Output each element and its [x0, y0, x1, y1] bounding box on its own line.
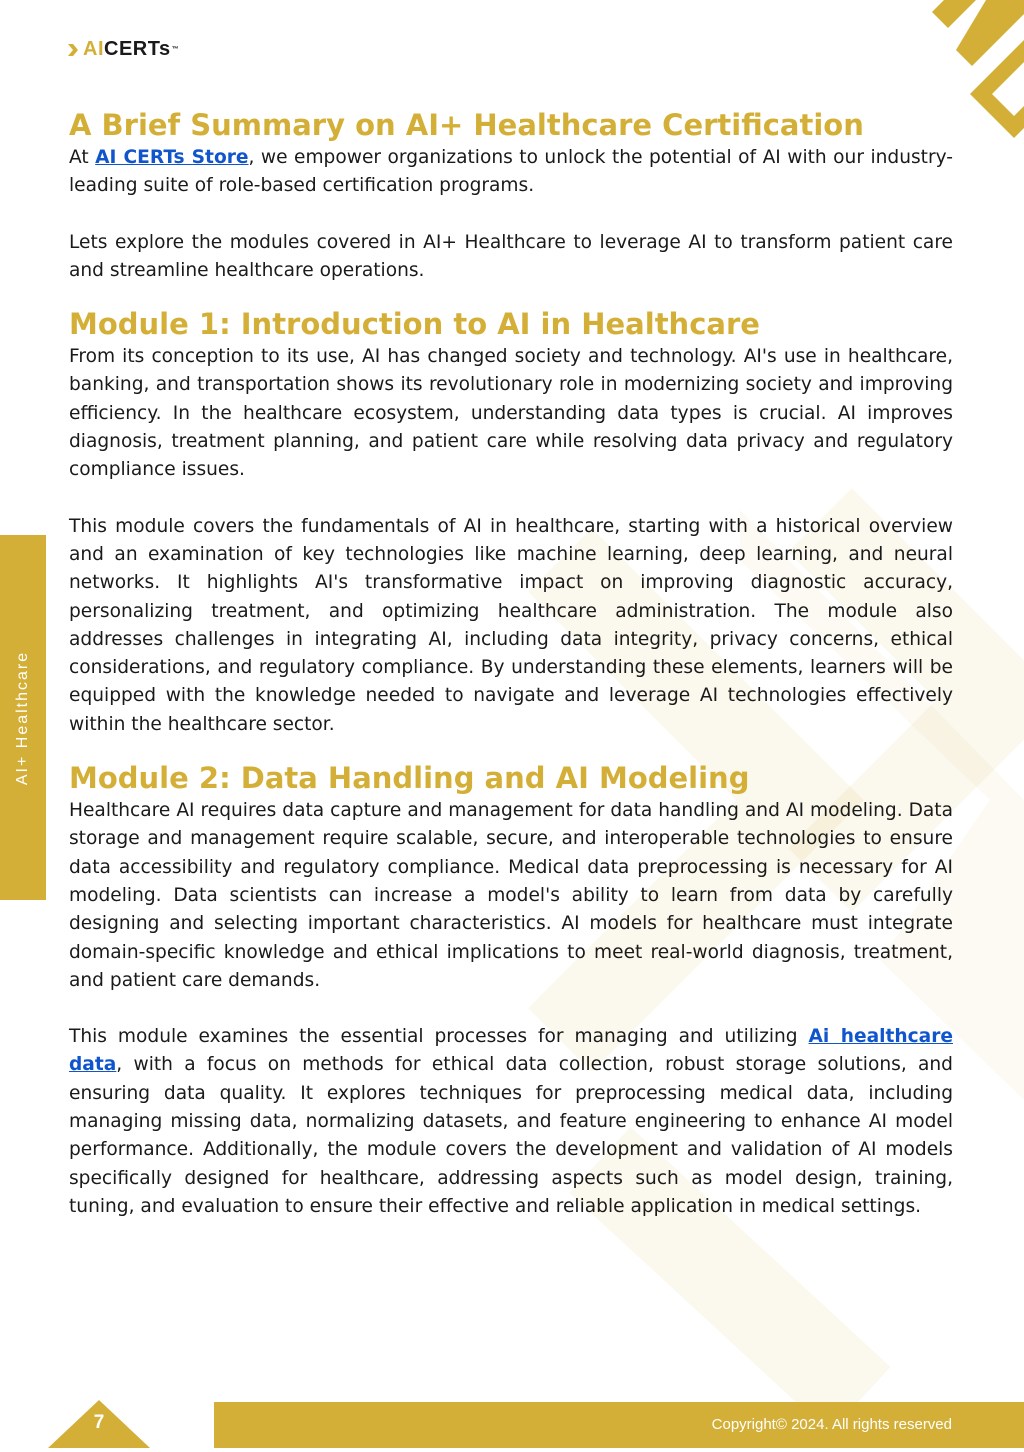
side-tab-label: AI+ Healthcare: [14, 650, 31, 785]
copyright-text: Copyright© 2024. All rights reserved: [711, 1416, 952, 1433]
summary-paragraph-1: [69, 144, 953, 201]
main-content: [69, 106, 953, 1221]
summary-p1-after: , we empower organizations to unlock the potential of AI with our industry-leading suite of role-based certification programs.: [69, 147, 953, 197]
ai-healthcare-data-link[interactable]: Ai healthcare data: [69, 1026, 953, 1076]
module-2-paragraph-2: [69, 1023, 953, 1221]
module-2-title: Module 2: Data Handling and AI Modeling: [69, 761, 750, 796]
logo-chevron-icon: [68, 40, 82, 60]
module-1-paragraph-1: From its conception to its use, AI has changed society and technology. AI's use in healthcare, banking, and transportation shows its revolutionary role in modernizing society and improving efficiency. In the healthcare ecosystem, understanding data types is crucial. AI improves diagnosis, treatment planning, and patient care while resolving data privacy and regulatory compliance issues.: [69, 346, 953, 481]
module-1-title: Module 1: Introduction to AI in Healthcare: [69, 307, 760, 342]
summary-p1-before: At: [69, 147, 96, 168]
logo-certs-text: CERTs: [104, 38, 171, 60]
summary-title: A Brief Summary on AI+ Healthcare Certification: [69, 108, 864, 142]
module-2-paragraph-1: Healthcare AI requires data capture and management for data handling and AI modeling. Data storage and management require scalable, secure, and interoperable technologies to ensure data accessibility and regulatory compliance. Medical data preprocessing is necessary for AI modeling. Data scientists can increase a model's ability to learn from data by carefully designing and selecting important characteristics. AI models for healthcare must integrate domain-specific knowledge and ethical implications to meet real-world diagnosis, treatment, and patient care demands.: [69, 800, 953, 991]
module-1-paragraph-2: This module covers the fundamentals of AI in healthcare, starting with a historical overview and an examination of key technologies like machine learning, deep learning, and neural networks. It highlights AI's transformative impact on improving diagnostic accuracy, personalizing treatment, and optimizing healthcare administration. The module also addresses challenges in integrating AI, including data integrity, privacy concerns, ethical considerations, and regulatory compliance. By understanding these elements, learners will be equipped with the knowledge needed to navigate and leverage AI technologies effectively within the healthcare sector.: [69, 515, 953, 735]
logo-trademark: ™: [171, 46, 180, 53]
side-tab: [0, 535, 46, 900]
summary-paragraph-2: Lets explore the modules covered in AI+ Healthcare to leverage AI to transform patient care and streamline healthcare operations.: [69, 231, 953, 281]
page-number: 7: [93, 1412, 105, 1433]
module-2-p2-before: This module examines the essential processes for managing and utilizing: [69, 1026, 809, 1048]
logo-ai-text: AI: [83, 38, 104, 60]
ai-certs-store-link[interactable]: AI CERTs Store: [95, 147, 249, 168]
module-2-p2-after: , with a focus on methods for ethical data collection, robust storage solutions, and ensuring data quality. It explores techniques for preprocessing medical data, including managing missing data, normalizing datasets, and feature engineering to enhance AI model performance. Additionally, the module covers the development and validation of AI models specifically designed for healthcare, addressing aspects such as model design, training, tuning, and evaluation to ensure their effective and reliable application in medical settings.: [69, 1054, 953, 1217]
ai-certs-logo: [68, 38, 179, 61]
footer-bar: [214, 1402, 1024, 1448]
page-number-badge: [48, 1400, 150, 1448]
